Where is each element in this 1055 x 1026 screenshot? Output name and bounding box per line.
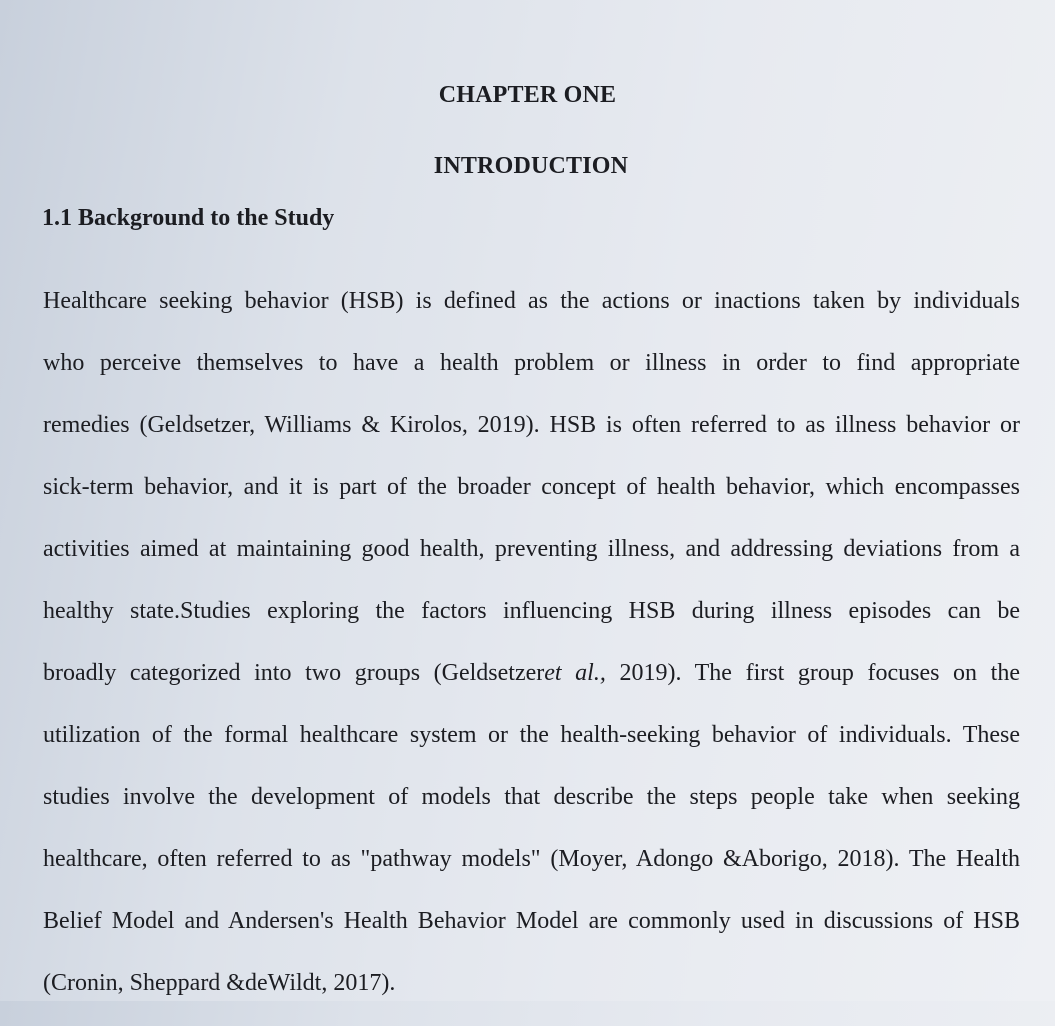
paragraph-line: activities aimed at maintaining good health, preventing illness, and addressing deviations from a bbox=[43, 536, 1020, 562]
paragraph-line: (Cronin, Sheppard &deWildt, 2017). bbox=[43, 970, 396, 996]
paragraph-line: studies involve the development of models that describe the steps people take when seeking bbox=[43, 784, 1020, 810]
line-text: 2019). The first group focuses on the bbox=[605, 660, 1020, 686]
paragraph-line: healthy state.Studies exploring the factors influencing HSB during illness episodes can be bbox=[43, 598, 1020, 624]
section-heading: 1.1 Background to the Study bbox=[42, 205, 335, 231]
paragraph-line: sick-term behavior, and it is part of the broader concept of health behavior, which encompasses bbox=[43, 474, 1020, 500]
paragraph-line: utilization of the formal healthcare system or the health-seeking behavior of individuals. These bbox=[43, 722, 1020, 748]
line-text: broadly categorized into two groups (Geldsetzer bbox=[43, 660, 545, 686]
paragraph-line: who perceive themselves to have a health problem or illness in order to find appropriate bbox=[43, 350, 1020, 376]
paragraph-line: Belief Model and Andersen's Health Behavior Model are commonly used in discussions of HSB bbox=[43, 908, 1020, 934]
body-paragraph bbox=[43, 282, 1020, 1026]
paragraph-line: remedies (Geldsetzer, Williams & Kirolos, 2019). HSB is often referred to as illness behavior or bbox=[43, 412, 1020, 438]
paragraph-line: Healthcare seeking behavior (HSB) is defined as the actions or inactions taken by individuals bbox=[43, 288, 1020, 314]
chapter-subtitle: INTRODUCTION bbox=[433, 153, 629, 179]
paragraph-line: healthcare, often referred to as "pathway models" (Moyer, Adongo &Aborigo, 2018). The Health bbox=[43, 846, 1020, 872]
paragraph-line bbox=[43, 654, 1020, 716]
citation-italic: et al., bbox=[544, 660, 606, 686]
chapter-title: CHAPTER ONE bbox=[438, 82, 617, 108]
